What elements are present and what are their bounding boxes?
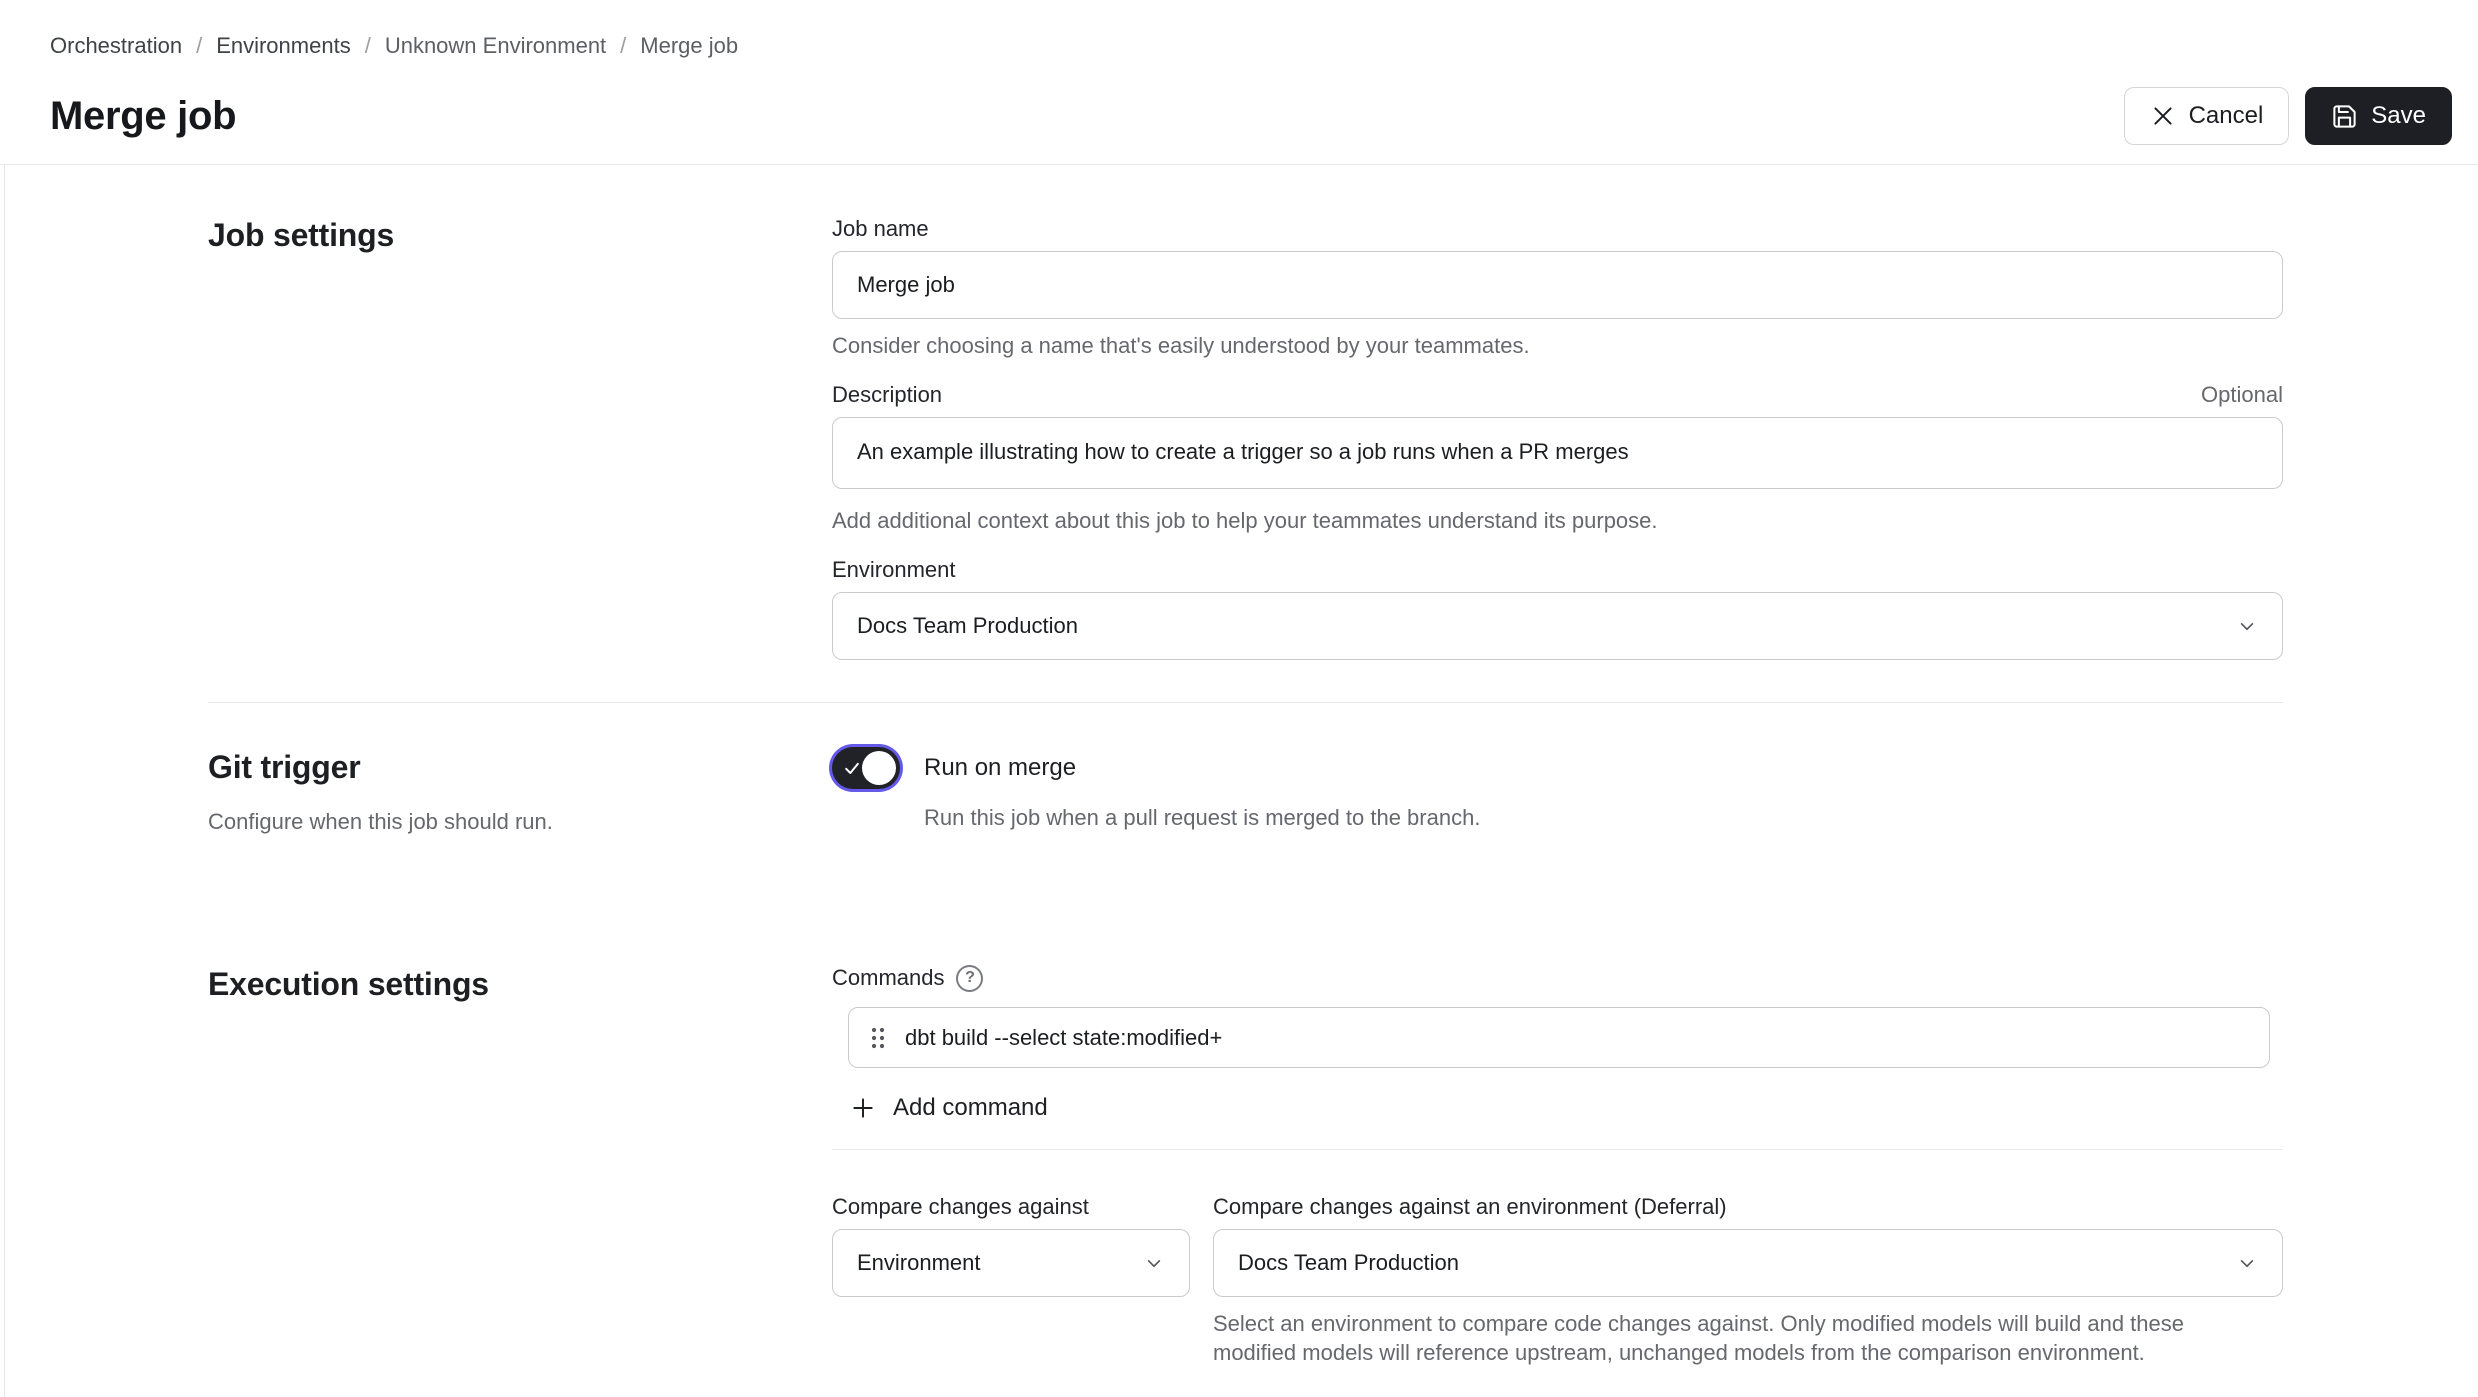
deferral-field-group <box>1213 1193 2283 1367</box>
description-field-group <box>832 381 2283 536</box>
run-on-merge-label: Run on merge <box>924 754 1077 781</box>
section-job-settings-heading-col <box>208 215 832 660</box>
section-job-settings-fields-col <box>832 215 2283 660</box>
deferral-helper: Select an environment to compare code changes against. Only modified models will build and these modified models will reference upstream, unchanged models from the comparison environment. <box>1213 1311 2184 1365</box>
run-on-merge-row <box>832 747 2283 789</box>
breadcrumb-unknown-environment[interactable]: Unknown Environment <box>384 33 607 58</box>
git-trigger-subheading: Configure when this job should run. <box>208 809 553 834</box>
job-name-input[interactable] <box>832 251 2283 319</box>
commands-label: Commands <box>832 965 945 990</box>
cancel-button[interactable] <box>2124 87 2290 145</box>
command-row <box>848 1007 2270 1068</box>
close-icon <box>2150 103 2176 129</box>
chevron-down-icon <box>1141 1250 1167 1276</box>
execution-settings-heading: Execution settings <box>208 966 489 1002</box>
run-on-merge-toggle[interactable] <box>832 747 900 789</box>
compare-against-label: Compare changes against <box>832 1194 1089 1219</box>
breadcrumb-current-page: Merge job <box>640 33 739 58</box>
save-icon <box>2331 103 2358 130</box>
deferral-select-value: Docs Team Production <box>1238 1250 1459 1275</box>
compare-against-field-group <box>832 1193 1190 1367</box>
job-name-helper: Consider choosing a name that's easily understood by your teammates. <box>832 333 1530 358</box>
description-optional-badge: Optional <box>2201 382 2283 407</box>
description-label: Description <box>832 382 943 407</box>
page-header <box>0 0 2478 165</box>
breadcrumb <box>50 32 2452 60</box>
command-input[interactable] <box>905 1008 2249 1067</box>
chevron-down-icon <box>2234 613 2260 639</box>
section-execution-settings <box>208 871 2478 1397</box>
deferral-label: Compare changes against an environment (Deferral) <box>1213 1194 1727 1219</box>
section-git-trigger-heading-col <box>208 747 832 837</box>
title-row <box>50 87 2452 145</box>
run-on-merge-description: Run this job when a pull request is merged to the branch. <box>924 805 1481 830</box>
breadcrumb-environments[interactable]: Environments <box>216 33 351 58</box>
description-helper: Add additional context about this job to help your teammates understand its purpose. <box>832 508 1658 533</box>
compare-against-select-value: Environment <box>857 1250 981 1275</box>
save-button[interactable] <box>2305 87 2452 145</box>
commands-divider <box>832 1149 2283 1150</box>
section-execution-heading-col <box>208 964 832 1367</box>
check-icon <box>842 758 862 783</box>
git-trigger-heading: Git trigger <box>208 749 361 785</box>
chevron-down-icon <box>2234 1250 2260 1276</box>
section-execution-fields-col <box>832 964 2283 1367</box>
environment-field-group <box>832 556 2283 660</box>
plus-icon <box>850 1095 876 1121</box>
save-button-label: Save <box>2371 102 2426 129</box>
add-command-label: Add command <box>893 1094 1048 1121</box>
compare-fields-row <box>832 1193 2283 1367</box>
job-settings-form <box>4 165 2478 1397</box>
drag-handle-icon[interactable] <box>869 1024 887 1052</box>
job-name-field-group <box>832 215 2283 361</box>
environment-label: Environment <box>832 557 956 582</box>
help-icon[interactable]: ? <box>956 965 983 992</box>
breadcrumb-separator: / <box>364 33 371 58</box>
job-settings-heading: Job settings <box>208 217 395 253</box>
description-textarea[interactable] <box>832 417 2283 489</box>
compare-against-select[interactable] <box>832 1229 1190 1297</box>
deferral-environment-select[interactable] <box>1213 1229 2283 1297</box>
section-job-settings <box>208 165 2478 702</box>
add-command-button[interactable] <box>850 1094 1048 1122</box>
breadcrumb-orchestration[interactable]: Orchestration <box>50 33 183 58</box>
commands-label-row <box>832 964 2283 992</box>
job-name-label: Job name <box>832 216 929 241</box>
breadcrumb-separator: / <box>196 33 203 58</box>
environment-select-value: Docs Team Production <box>857 613 1078 638</box>
toggle-knob <box>862 751 896 785</box>
breadcrumb-separator: / <box>620 33 627 58</box>
description-label-row <box>832 381 2283 417</box>
environment-select[interactable] <box>832 592 2283 660</box>
section-git-trigger-fields-col <box>832 747 2283 837</box>
section-git-trigger <box>208 703 2478 871</box>
header-actions <box>2124 87 2452 145</box>
page-title: Merge job <box>50 94 237 138</box>
cancel-button-label: Cancel <box>2188 102 2264 129</box>
